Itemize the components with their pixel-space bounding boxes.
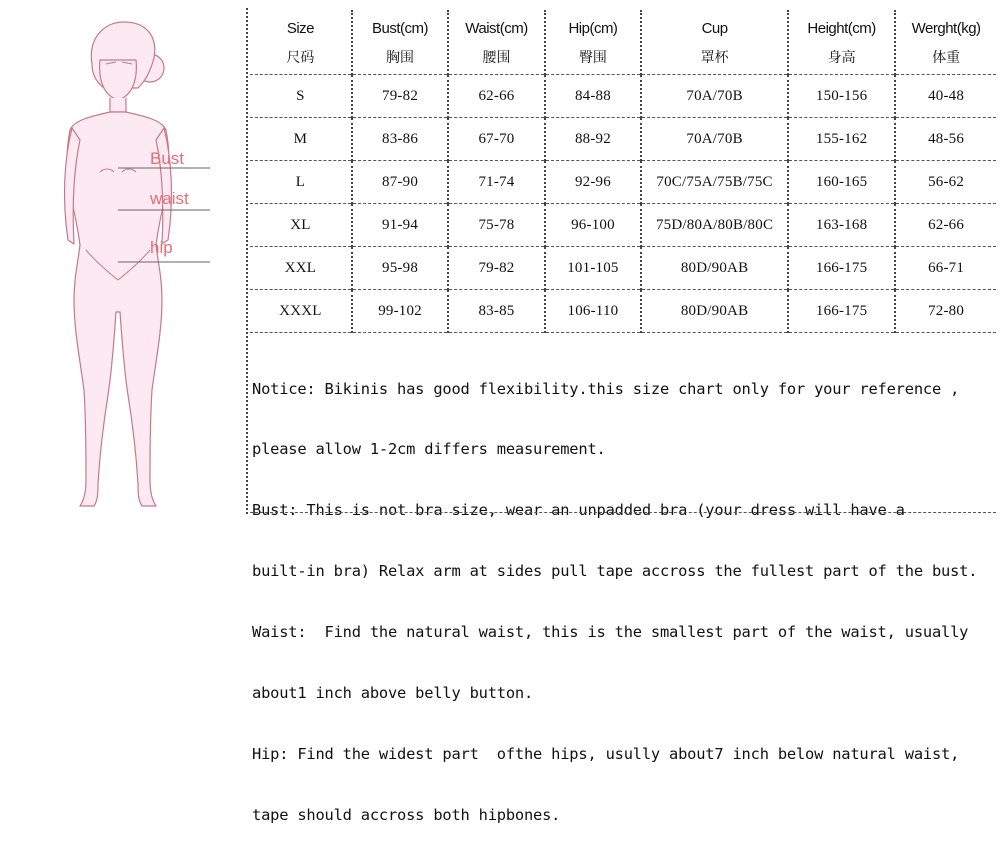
cell-hip: 84-88 xyxy=(545,75,641,118)
cell-height: 166-175 xyxy=(788,290,895,333)
cell-cup: 70C/75A/75B/75C xyxy=(641,161,788,204)
cell-weight: 48-56 xyxy=(895,118,996,161)
measurement-notes xyxy=(252,338,997,845)
cell-bust: 87-90 xyxy=(352,161,448,204)
cell-size: XL xyxy=(250,204,352,247)
table-row xyxy=(250,161,996,204)
cell-hip: 96-100 xyxy=(545,204,641,247)
cell-weight: 40-48 xyxy=(895,75,996,118)
cell-cup: 80D/90AB xyxy=(641,290,788,333)
cell-weight: 56-62 xyxy=(895,161,996,204)
cell-height: 163-168 xyxy=(788,204,895,247)
cell-waist: 83-85 xyxy=(448,290,544,333)
cell-height: 160-165 xyxy=(788,161,895,204)
cell-waist: 79-82 xyxy=(448,247,544,290)
cell-weight: 62-66 xyxy=(895,204,996,247)
bottom-divider xyxy=(250,512,996,513)
cell-bust: 91-94 xyxy=(352,204,448,247)
cell-cup: 70A/70B xyxy=(641,75,788,118)
cell-hip: 88-92 xyxy=(545,118,641,161)
cell-size: M xyxy=(250,118,352,161)
cell-height: 166-175 xyxy=(788,247,895,290)
header-weight: Werght(kg) 体重 xyxy=(895,10,996,75)
cell-bust: 99-102 xyxy=(352,290,448,333)
table-row xyxy=(250,290,996,333)
notes-line: Hip: Find the widest part ofthe hips, usully about7 inch below natural waist, xyxy=(252,744,960,763)
cell-cup: 70A/70B xyxy=(641,118,788,161)
notes-line: please allow 1-2cm differs measurement. xyxy=(252,440,606,459)
cell-size: XXL xyxy=(250,247,352,290)
female-figure-illustration xyxy=(0,0,246,519)
cell-size: L xyxy=(250,161,352,204)
cell-waist: 67-70 xyxy=(448,118,544,161)
panel-divider xyxy=(246,8,248,514)
header-height: Height(cm) 身高 xyxy=(788,10,895,75)
notes-line: Notice: Bikinis has good flexibility.this size chart only for your reference , xyxy=(252,379,960,398)
cell-cup: 75D/80A/80B/80C xyxy=(641,204,788,247)
cell-waist: 62-66 xyxy=(448,75,544,118)
header-waist: Waist(cm) 腰围 xyxy=(448,10,544,75)
table-row xyxy=(250,75,996,118)
size-chart-table xyxy=(250,10,996,333)
table-row xyxy=(250,247,996,290)
notes-line: built-in bra) Relax arm at sides pull tape accross the fullest part of the bust. xyxy=(252,562,978,581)
header-cup: Cup 罩杯 xyxy=(641,10,788,75)
cell-bust: 83-86 xyxy=(352,118,448,161)
body-figure-panel xyxy=(0,0,246,519)
notes-line: Bust: This is not bra size, wear an unpadded bra (your dress will have a xyxy=(252,501,905,520)
cell-hip: 101-105 xyxy=(545,247,641,290)
hip-label: hip xyxy=(150,238,173,257)
table-header-row xyxy=(250,10,996,75)
table-row xyxy=(250,204,996,247)
bust-label: Bust xyxy=(150,149,185,168)
header-size: Size 尺码 xyxy=(250,10,352,75)
notes-line: tape should accross both hipbones. xyxy=(252,805,561,824)
cell-bust: 79-82 xyxy=(352,75,448,118)
cell-cup: 80D/90AB xyxy=(641,247,788,290)
notes-line: Waist: Find the natural waist, this is the smallest part of the waist, usually xyxy=(252,623,969,642)
table-row xyxy=(250,118,996,161)
cell-size: S xyxy=(250,75,352,118)
notes-line: about1 inch above belly button. xyxy=(252,684,534,703)
cell-waist: 71-74 xyxy=(448,161,544,204)
cell-waist: 75-78 xyxy=(448,204,544,247)
cell-hip: 106-110 xyxy=(545,290,641,333)
cell-weight: 66-71 xyxy=(895,247,996,290)
cell-weight: 72-80 xyxy=(895,290,996,333)
cell-hip: 92-96 xyxy=(545,161,641,204)
cell-size: XXXL xyxy=(250,290,352,333)
header-bust: Bust(cm) 胸围 xyxy=(352,10,448,75)
cell-height: 150-156 xyxy=(788,75,895,118)
header-hip: Hip(cm) 臀围 xyxy=(545,10,641,75)
cell-bust: 95-98 xyxy=(352,247,448,290)
waist-label: waist xyxy=(150,189,189,208)
cell-height: 155-162 xyxy=(788,118,895,161)
